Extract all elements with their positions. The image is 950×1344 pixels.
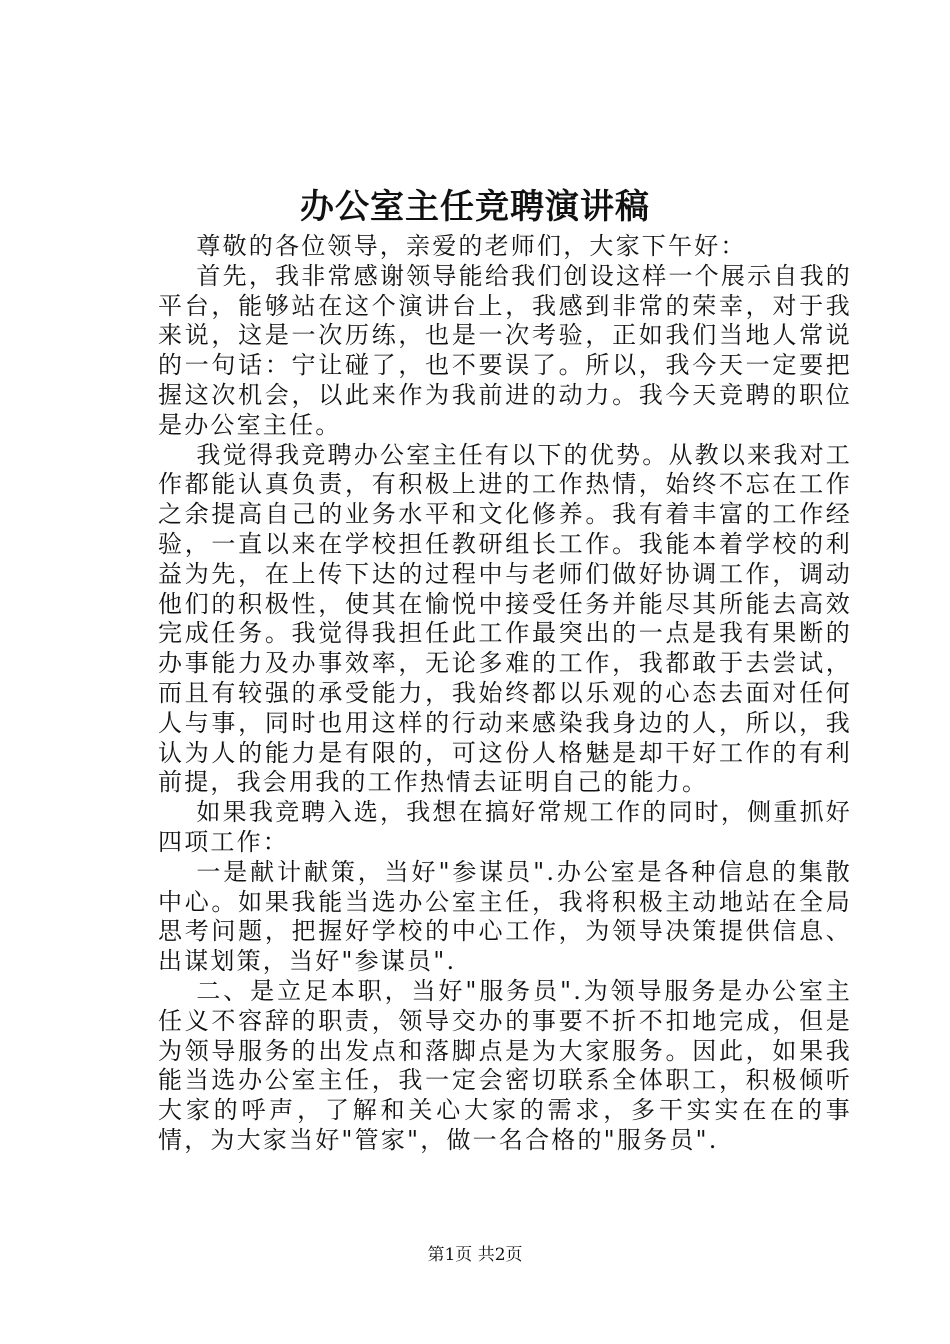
page-footer: 第1页 共2页 — [427, 1245, 523, 1265]
paragraph-point-one: 一是献计献策，当好"参谋员".办公室是各种信息的集散中心。如果我能当选办公室主任，我将积极主动地站在全局思考问题，把握好学校的中心工作，为领导决策提供信息、出谋划策，当好"参谋员". — [158, 857, 852, 976]
paragraph-plan: 如果我竞聘入选，我想在搞好常规工作的同时，侧重抓好四项工作： — [158, 798, 852, 856]
paragraph-point-two: 二、是立足本职，当好"服务员".为领导服务是办公室主任义不容辞的职责，领导交办的事要不折不扣地完成，但是为领导服务的出发点和落脚点是为大家服务。因此，如果我能当选办公室主任，我一定会密切联系全体职工，积极倾听大家的呼声，了解和关心大家的需求，多干实实在在的事情，为大家当好"管家"，做一名合格的"服务员". — [158, 976, 852, 1154]
document-title: 办公室主任竞聘演讲稿 — [300, 187, 650, 227]
paragraph-intro: 首先，我非常感谢领导能给我们创设这样一个展示自我的平台，能够站在这个演讲台上，我感到非常的荣幸，对于我来说，这是一次历练，也是一次考验，正如我们当地人常说的一句话：宁让碰了，也不要误了。所以，我今天一定要把握这次机会，以此来作为我前进的动力。我今天竞聘的职位是办公室主任。 — [158, 261, 852, 439]
paragraph-greeting: 尊敬的各位领导，亲爱的老师们，大家下午好： — [196, 232, 747, 260]
document-body — [158, 232, 852, 1156]
paragraph-advantages: 我觉得我竞聘办公室主任有以下的优势。从教以来我对工作都能认真负责，有积极上进的工作热情，始终不忘在工作之余提高自己的业务水平和文化修养。我有着丰富的工作经验，一直以来在学校担任教研组长工作。我能本着学校的利益为先，在上传下达的过程中与老师们做好协调工作，调动他们的积极性，使其在愉悦中接受任务并能尽其所能去高效完成任务。我觉得我担任此工作最突出的一点是我有果断的办事能力及办事效率，无论多难的工作，我都敢于去尝试，而且有较强的承受能力，我始终都以乐观的心态去面对任何人与事，同时也用这样的行动来感染我身边的人，所以，我认为人的能力是有限的，可这份人格魅是却干好工作的有利前提，我会用我的工作热情去证明自己的能力。 — [158, 440, 852, 797]
